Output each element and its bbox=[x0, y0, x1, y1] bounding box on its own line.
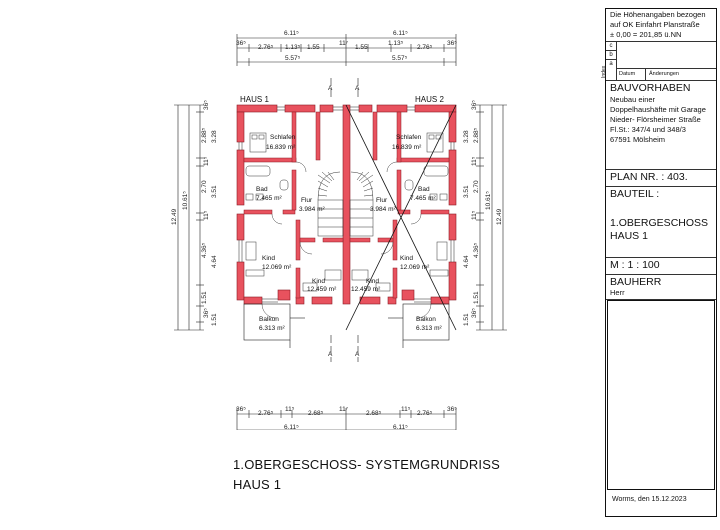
revision-c: c bbox=[606, 42, 616, 51]
room-name-balkon: Balkon bbox=[416, 316, 436, 323]
sink-icon bbox=[440, 194, 447, 200]
left-dim-b-outer: 12.49 bbox=[171, 208, 178, 225]
bottom-dim-1-label: 11⁵ bbox=[285, 406, 295, 413]
room-name-kind: Kind bbox=[262, 255, 276, 262]
right-dim-label: 36⁵ bbox=[471, 100, 478, 110]
room-area: 12.069 m² bbox=[262, 264, 292, 271]
left-dim-a-labels bbox=[201, 100, 218, 326]
index-label: Index bbox=[601, 65, 607, 78]
revision-header-row bbox=[617, 68, 716, 80]
room-name-kind: Kind bbox=[312, 278, 326, 285]
room-area: 16.839 m² bbox=[266, 144, 296, 151]
top-dim-2-label: 1.13⁵ bbox=[388, 40, 404, 47]
revision-a: a bbox=[609, 61, 613, 67]
right-dim-label: 2.88⁵ bbox=[473, 127, 480, 143]
left-dim-label: 3.28 bbox=[211, 130, 218, 143]
bottom-dim-1-label: 2.68⁵ bbox=[366, 410, 382, 417]
room-area: 7.465 m² bbox=[410, 195, 436, 202]
top-dim-2-label: 1.55 bbox=[307, 44, 320, 51]
room-name-flur: Flur bbox=[376, 197, 388, 204]
section-mark-a: A bbox=[355, 85, 360, 92]
top-dim-2-label: 36⁵ bbox=[447, 40, 457, 47]
top-dim-3-right: 5.57⁵ bbox=[392, 55, 408, 62]
bottom-dim-1-label: 36⁵ bbox=[236, 406, 246, 413]
right-dim-b-inner: 10.61⁵ bbox=[485, 191, 492, 210]
bed-icon bbox=[250, 133, 266, 152]
project-desc-line: Fl.St.: 347/4 und 348/3 bbox=[610, 125, 686, 134]
bathtub-icon bbox=[246, 166, 270, 176]
bottom-dims-svg bbox=[0, 400, 600, 460]
top-dim-2-labels bbox=[236, 40, 457, 51]
right-dim-label: 11⁵ bbox=[471, 156, 478, 166]
left-dim-label: 3.51 bbox=[211, 185, 218, 198]
left-dimension-chains bbox=[174, 105, 204, 330]
left-dim-label: 1.51 bbox=[211, 313, 218, 326]
room-area: 6.313 m² bbox=[259, 325, 285, 332]
height-reference-note bbox=[606, 9, 716, 42]
aenderungen-label: Änderungen bbox=[649, 71, 679, 77]
bauherr-name: Herr bbox=[610, 288, 625, 297]
bottom-dim-1-label: 2.76⁵ bbox=[417, 410, 433, 417]
left-dim-label: 4.64 bbox=[211, 255, 218, 268]
bed-icon bbox=[437, 242, 447, 260]
bottom-dim-1-label: 11⁷ bbox=[339, 406, 349, 413]
room-area: 16.839 m² bbox=[392, 144, 422, 151]
room-area: 6.313 m² bbox=[416, 325, 442, 332]
sink-icon bbox=[246, 194, 253, 200]
right-dim-label: 36⁵ bbox=[471, 308, 478, 318]
bottom-dim-2-left: 6.11⁵ bbox=[284, 424, 299, 431]
right-dim-label: 1.51 bbox=[473, 291, 480, 304]
left-dim-label: 2.70 bbox=[201, 180, 208, 193]
room-name-schlafen: Schlafen bbox=[396, 134, 422, 141]
room-area: 12.459 m² bbox=[351, 286, 381, 293]
project-desc-line: 67591 Mölsheim bbox=[610, 135, 666, 144]
right-dim-label: 11⁵ bbox=[471, 210, 478, 220]
right-dim-b-outer: 12.49 bbox=[496, 208, 503, 225]
room-name-balkon: Balkon bbox=[259, 316, 279, 323]
room-area: 12.069 m² bbox=[400, 264, 430, 271]
bathtub-icon bbox=[424, 166, 448, 176]
bed-icon bbox=[246, 242, 256, 260]
bauteil-section bbox=[606, 187, 716, 258]
footer-date: Worms, den 15.12.2023 bbox=[612, 496, 687, 503]
project-desc-line: Doppelhaushäfte mit Garage bbox=[610, 105, 706, 114]
room-area: 12.459 m² bbox=[307, 286, 337, 293]
top-dim-2-label: 1.55 bbox=[355, 44, 368, 51]
scale-label: M : 1 : 100 bbox=[606, 258, 716, 275]
top-dim-1-right: 6.11⁵ bbox=[393, 30, 408, 37]
note-line: ± 0,00 = 201,85 ü.NN bbox=[610, 30, 682, 39]
room-area: 3.984 m² bbox=[370, 206, 396, 213]
room-name-bad: Bad bbox=[256, 186, 268, 193]
room-name-flur: Flur bbox=[301, 197, 313, 204]
bottom-dim-1-label: 36⁵ bbox=[447, 406, 457, 413]
right-dim-label: 3.51 bbox=[463, 185, 470, 198]
project-info bbox=[606, 81, 716, 170]
section-mark-a: A bbox=[328, 351, 333, 358]
bottom-dim-1-label: 11⁵ bbox=[401, 406, 411, 413]
top-dim-2-label: 2.76⁵ bbox=[417, 44, 433, 51]
datum-label: Datum bbox=[617, 69, 646, 80]
plan-number: PLAN NR. : 403. bbox=[606, 170, 716, 187]
left-dim-label: 2.88⁵ bbox=[201, 127, 208, 143]
project-desc-line: Nieder- Flörsheimer Straße bbox=[610, 115, 701, 124]
room-name-kind: Kind bbox=[400, 255, 414, 262]
note-line: auf OK Einfahrt Planstraße bbox=[610, 20, 700, 29]
bauherr-label: BAUHERR bbox=[610, 276, 662, 288]
bauherr-section bbox=[606, 275, 716, 300]
haus2-label: HAUS 2 bbox=[415, 95, 444, 104]
left-dim-label: 11⁵ bbox=[203, 156, 210, 166]
top-dim-2-label: 36⁵ bbox=[236, 40, 246, 47]
haus-label: HAUS 1 bbox=[610, 230, 648, 242]
top-dim-1-left: 6.11⁵ bbox=[284, 30, 299, 37]
revision-b: b bbox=[606, 51, 616, 60]
right-dim-label: 1.51 bbox=[463, 313, 470, 326]
right-dim-label: 2.70 bbox=[473, 180, 480, 193]
drawing-caption-line2: HAUS 1 bbox=[233, 477, 282, 492]
drawing-caption-line1: 1.OBERGESCHOSS- SYSTEMGRUNDRISS bbox=[233, 457, 500, 472]
right-dim-label: 4.64 bbox=[463, 255, 470, 268]
bottom-dim-1-labels bbox=[236, 406, 457, 417]
geschoss-label: 1.OBERGESCHOSS bbox=[610, 217, 709, 229]
section-mark-a: A bbox=[355, 351, 360, 358]
bottom-dim-1-label: 2.68⁵ bbox=[308, 410, 324, 417]
top-dim-3-left: 5.57⁵ bbox=[285, 55, 301, 62]
top-dim-2-label: 11⁷ bbox=[339, 40, 349, 47]
revision-fields bbox=[617, 42, 716, 80]
top-dim-2-label: 2.76⁵ bbox=[258, 44, 274, 51]
left-dim-label: 36⁵ bbox=[203, 308, 210, 318]
room-area: 7.465 m² bbox=[256, 195, 282, 202]
desk-icon bbox=[430, 270, 448, 276]
bottom-dim-1-label: 2.76⁵ bbox=[258, 410, 274, 417]
signature-box bbox=[607, 300, 715, 490]
left-dim-label: 4.36⁵ bbox=[201, 242, 208, 258]
left-dim-label: 11⁵ bbox=[203, 210, 210, 220]
left-dim-label: 1.51 bbox=[201, 291, 208, 304]
right-dim-a-labels bbox=[463, 100, 480, 326]
room-name-bad: Bad bbox=[418, 186, 430, 193]
bauteil-label: BAUTEIL : bbox=[610, 188, 660, 200]
title-block bbox=[601, 8, 717, 517]
room-name-schlafen: Schlafen bbox=[270, 134, 296, 141]
revision-table bbox=[601, 42, 716, 81]
bed-icon bbox=[325, 270, 341, 280]
right-dim-label: 4.36⁵ bbox=[473, 242, 480, 258]
left-dim-label: 36⁵ bbox=[203, 100, 210, 110]
right-dim-label: 3.28 bbox=[463, 130, 470, 143]
section-mark-a: A bbox=[328, 85, 333, 92]
note-line: Die Höhenangaben bezogen bbox=[610, 10, 706, 19]
index-column bbox=[601, 42, 617, 80]
room-area: 3.984 m² bbox=[299, 206, 325, 213]
haus1-label: HAUS 1 bbox=[240, 95, 269, 104]
bauvorhaben-heading: BAUVORHABEN bbox=[610, 82, 691, 94]
toilet-icon bbox=[405, 180, 413, 190]
toilet-icon bbox=[280, 180, 288, 190]
room-name-kind: Kind bbox=[366, 278, 380, 285]
top-dim-2-label: 1.13⁵ bbox=[285, 44, 301, 51]
left-dim-b-inner: 10.61⁵ bbox=[182, 191, 189, 210]
project-desc-line: Neubau einer bbox=[610, 95, 656, 104]
bottom-dim-2-right: 6.11⁵ bbox=[393, 424, 408, 431]
